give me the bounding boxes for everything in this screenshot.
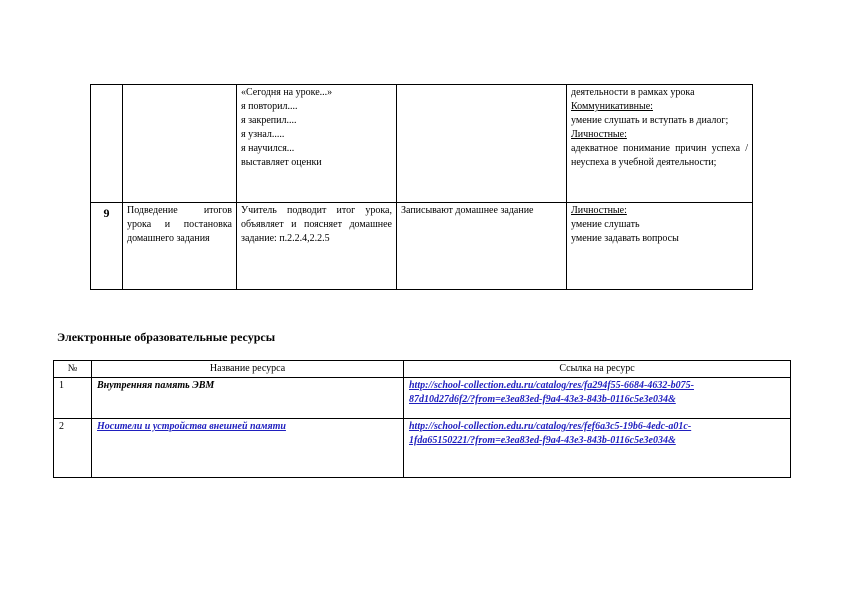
table-row <box>54 378 791 419</box>
teacher-line: я повторил.... <box>241 101 298 112</box>
resource-number: 2 <box>54 419 92 478</box>
stage-name-cell: Подведение итогов урока и постановка домашнего задания <box>123 203 237 290</box>
uud-communicative-title: Коммуникативные: <box>571 101 653 112</box>
teacher-line: я узнал..... <box>241 129 285 140</box>
stage-number-cell <box>91 85 123 203</box>
teacher-line: «Сегодня на уроке...» <box>241 87 333 98</box>
uud-text: умение слушать <box>571 219 640 230</box>
table-row <box>54 419 791 478</box>
uud-personal-title: Личностные: <box>571 129 627 140</box>
uud-personal-text: адекватное понимание причин успеха / неуспеха в учебной деятельности; <box>571 143 748 168</box>
resource-link[interactable]: 1fda65150221/?from=e3ea83ed-f9a4-43e3-843b-0116c5e3e034& <box>409 435 676 446</box>
table-row <box>91 85 753 203</box>
resource-name-text: Внутренняя память ЭВМ <box>97 380 215 391</box>
column-header: Название ресурса <box>92 361 404 378</box>
student-activity-cell <box>397 85 567 203</box>
uud-text: деятельности в рамках урока <box>571 87 695 98</box>
resources-table <box>53 360 791 478</box>
student-activity-cell: Записывают домашнее задание <box>397 203 567 290</box>
uud-cell <box>567 85 753 203</box>
uud-text: умение задавать вопросы <box>571 233 679 244</box>
resource-link-cell <box>404 378 791 419</box>
uud-personal-title: Личностные: <box>571 205 627 216</box>
teacher-activity-cell <box>237 85 397 203</box>
uud-cell <box>567 203 753 290</box>
teacher-activity-cell: Учитель подводит итог урока, объявляет и поясняет домашнее задание: п.2.2.4,2.2.5 <box>237 203 397 290</box>
stage-number-cell: 9 <box>91 203 123 290</box>
resource-link[interactable]: http://school-collection.edu.ru/catalog/res/fa294f55-6684-4632-b075- <box>409 380 694 391</box>
section-heading: Электронные образовательные ресурсы <box>57 330 276 344</box>
resource-name <box>92 419 404 478</box>
resource-link[interactable]: http://school-collection.edu.ru/catalog/res/fef6a3c5-19b6-4edc-a01c- <box>409 421 692 432</box>
teacher-line: я научился... <box>241 143 295 154</box>
stage-name-cell <box>123 85 237 203</box>
table-header-row <box>54 361 791 378</box>
column-header: № <box>54 361 92 378</box>
table-row <box>91 203 753 290</box>
column-header: Ссылка на ресурс <box>404 361 791 378</box>
resource-link-cell <box>404 419 791 478</box>
resource-name <box>92 378 404 419</box>
teacher-line: выставляет оценки <box>241 157 322 168</box>
teacher-line: я закрепил.... <box>241 115 297 126</box>
lesson-plan-table <box>90 84 753 290</box>
resource-link[interactable]: 87d10d27d6f2/?from=e3ea83ed-f9a4-43e3-843b-0116c5e3e034& <box>409 394 676 405</box>
uud-communicative-text: умение слушать и вступать в диалог; <box>571 115 729 126</box>
resource-name-link[interactable]: Носители и устройства внешней памяти <box>97 421 286 432</box>
resource-number: 1 <box>54 378 92 419</box>
